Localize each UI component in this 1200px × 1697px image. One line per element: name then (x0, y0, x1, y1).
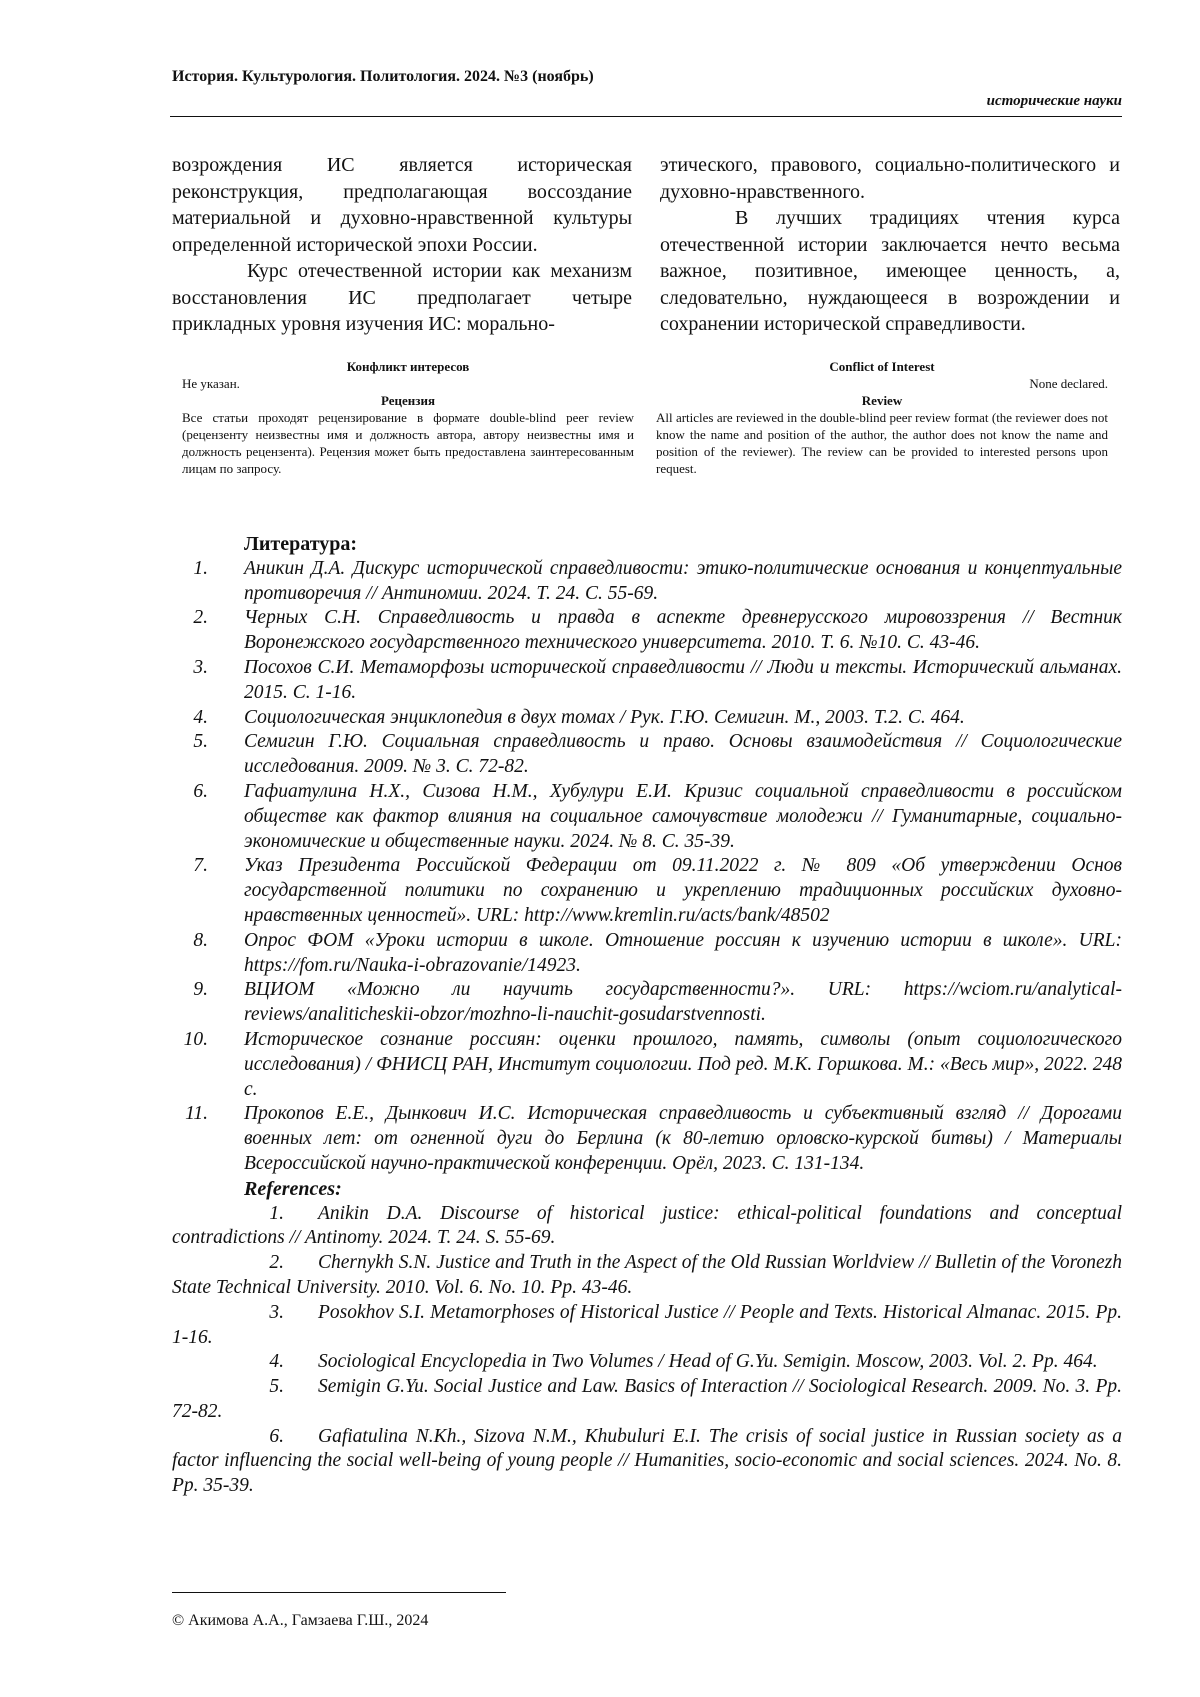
footnote-divider (172, 1592, 506, 1593)
body-paragraph: Курс отечественной истории как механизм восстановления ИС предполагает четыре прикладных уровня изучения ИС: морально- (172, 260, 632, 335)
review-text-ru: Все статьи проходят рецензирование в формате double-blind peer review (рецензенту неизвестны имя и должность автора, автору неизвестны имя и должность рецензента). Рецензия может быть предоставлена заинтересованным лицам по запросу. (182, 410, 634, 476)
reference-item: 5. Semigin G.Yu. Social Justice and Law. Basics of Interaction // Sociological Research. 2009. No. 3. Pp. 72-82. (172, 1376, 1122, 1422)
literature-item: 5. Семигин Г.Ю. Социальная справедливость и право. Основы взаимодействия // Социологические исследования. 2009. № 3. С. 72-82. (193, 731, 1122, 778)
literature-item: 10. Историческое сознание россиян: оценки прошлого, память, символы (опыт социологического исследования) / ФНИСЦ РАН, Институт социологии. Под ред. М.К. Горшкова. М.: «Весь мир», 2022. 248 с. (183, 1028, 1122, 1100)
body-column-right (660, 152, 1120, 338)
review-heading-ru: Рецензия (380, 393, 436, 408)
review-text-en: All articles are reviewed in the double-blind peer review format (the reviewer does not know the name and position of the author, the author does not know the name and position of the reviewer). The review can be provided to interested persons upon request. (656, 410, 1108, 476)
reference-item: 6. Gafiatulina N.Kh., Sizova N.M., Khubuluri E.I. The crisis of social justice in Russian society as a factor influencing the social well-being of young people // Humanities, socio-economic and social sciences. 2024. No. 8. Pp. 35-39. (172, 1425, 1122, 1497)
reference-item: 4. Sociological Encyclopedia in Two Volumes / Head of G.Yu. Semigin. Moscow, 2003. Vol. 2. Pp. 464. (269, 1351, 1098, 1373)
reference-item: 2. Chernykh S.N. Justice and Truth in the Aspect of the Old Russian Worldview // Bulletin of the Voronezh State Technical University. 2010. Vol. 6. No. 10. Pp. 43-46. (172, 1252, 1122, 1298)
literature-list (172, 557, 1122, 1177)
copyright-notice: © Акимова А.А., Гамзаева Г.Ш., 2024 (172, 1612, 429, 1629)
body-paragraph: возрождения ИС является историческая реконструкция, предполагающая воссоздание материальной и духовно-нравственной культуры определенной исторической эпохи России. (172, 154, 632, 256)
body-paragraph: В лучших традициях чтения курса отечественной истории заключается нечто весьма важное, позитивное, имеющее ценность, а, следовательно, нуждающееся в возрождении и сохранении исторической справедливости. (660, 207, 1120, 335)
literature-item: 6. Гафиатулина Н.Х., Сизова Н.М., Хубулури Е.И. Кризис социальной справедливости в российском обществе как фактор влияния на социальное самочувствие молодежи // Гуманитарные, социально-экономические и общественные науки. 2024. № 8. С. 35-39. (193, 780, 1122, 852)
body-paragraph: этического, правового, социально-политического и духовно-нравственного. (660, 154, 1120, 203)
conflict-heading-ru: Конфликт интересов (346, 359, 470, 374)
body-column-left (172, 152, 632, 338)
literature-heading: Литература: (244, 533, 358, 555)
literature-item: 1. Аникин Д.А. Дискурс исторической справедливости: этико-политические основания и концептуальные противоречия // Антиномии. 2024. Т. 24. С. 55-69. (193, 557, 1122, 604)
conflict-text-en: None declared. (1029, 376, 1108, 391)
literature-item: 8. Опрос ФОМ «Уроки истории в школе. Отношение россиян к изучению истории в школе». URL: https://fom.ru/Nauka-i-obrazovanie/14923. (193, 929, 1122, 976)
bibliography (172, 532, 1122, 1499)
header-divider (170, 116, 1122, 117)
literature-item: 7. Указ Президента Российской Федерации от 09.11.2022 г. № 809 «Об утверждении Основ государственной политики по сохранению и укреплению традиционных российских духовно-нравственных ценностей». URL: http://www.kremlin.ru/acts/bank/48502 (193, 855, 1122, 926)
literature-item: 2. Черных С.Н. Справедливость и правда в аспекте древнерусского мировоззрения // Вестник Воронежского государственного технического университета. 2010. Т. 6. №10. С. 43-46. (193, 607, 1122, 654)
journal-title: История. Культурология. Политология. 2024. №3 (ноябрь) (172, 68, 594, 85)
literature-item: 4. Социологическая энциклопедия в двух томах / Рук. Г.Ю. Семигин. М., 2003. Т.2. С. 464. (193, 706, 965, 728)
review-heading-en: Review (861, 393, 903, 408)
reference-item: 3. Posokhov S.I. Metamorphoses of Historical Justice // People and Texts. Historical Almanac. 2015. Pp. 1-16. (172, 1301, 1122, 1348)
literature-item: 11. Прокопов Е.Е., Дынкович И.С. Историческая справедливость и субъективный взгляд // Дорогами военных лет: от огненной дуги до Берлина (к 80-летию орловско-курской битвы) / Материалы Всероссийской научно-практической конференции. Орёл, 2023. С. 131-134. (185, 1103, 1122, 1174)
declarations-en (656, 358, 1108, 477)
references-heading: References: (244, 1177, 342, 1200)
rubric-label: исторические науки (986, 93, 1122, 109)
literature-item: 9. ВЦИОМ «Можно ли научить государственности?». URL: https://wciom.ru/analytical-reviews/analiticheskii-obzor/mozhno-li-nauchit-gosudarstvennosti. (193, 979, 1122, 1026)
reference-item: 1. Anikin D.A. Discourse of historical justice: ethical-political foundations and conceptual contradictions // Antinomy. 2024. T. 24. S. 55-69. (172, 1202, 1122, 1249)
literature-item: 3. Посохов С.И. Метаморфозы исторической справедливости // Люди и тексты. Исторический альманах. 2015. С. 1-16. (193, 656, 1122, 703)
conflict-text-ru: Не указан. (182, 376, 240, 391)
declarations-ru (182, 358, 634, 477)
conflict-heading-en: Conflict of Interest (829, 359, 935, 374)
